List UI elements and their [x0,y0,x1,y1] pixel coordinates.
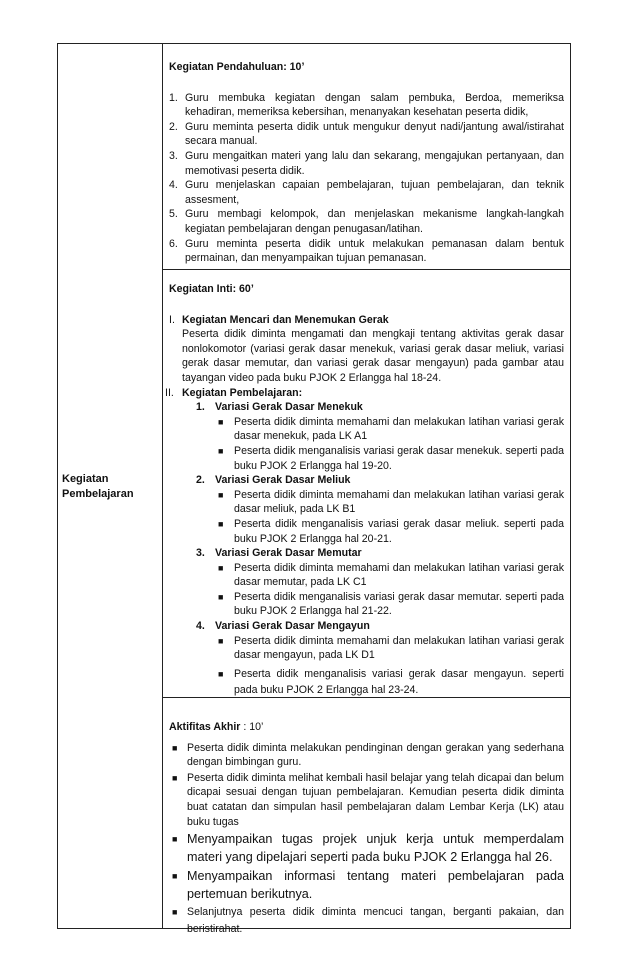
sub-activity [196,400,564,473]
list-item [215,590,564,619]
part-body: Peserta didik diminta mengamati dan mengkaji tentang aktivitas gerak dasar nonlokomotor (variasi gerak dasar menekuk, variasi gerak dasar meliuk, variasi gerak dasar memutar, dan variasi gerak dasar mengayun) pada gambar atau tayangan video pada buku PJOK 2 Erlangga hal 18-24. [182,328,564,384]
list-item [215,634,564,663]
bullet-text: Peserta didik diminta memahami dan melakukan latihan variasi gerak dasar meliuk, pada LK B1 [234,488,564,516]
bullet-text: Menyampaikan tugas projek unjuk kerja untuk memperdalam materi yang dipelajari seperti pada buku PJOK 2 Erlangga hal 26. [187,832,564,865]
sub-heading: Variasi Gerak Dasar Meliuk [215,474,351,487]
sub-bullets [215,634,564,698]
item-number: 3. [169,149,178,162]
bullet-icon: ■ [218,591,224,602]
bullet-icon: ■ [218,416,224,427]
pendahuluan-list [169,91,564,266]
section-akhir [163,698,570,936]
bullet-icon: ■ [218,445,224,456]
list-item [169,149,564,178]
row-label [62,472,134,502]
lesson-table [57,43,571,936]
bullet-icon: ■ [172,772,178,783]
section-inti [163,270,570,698]
inti-part-2 [165,386,564,698]
bullet-text: Peserta didik menganalisis variasi gerak dasar menekuk. seperti pada buku PJOK 2 Erlangga hal 19-20. [234,444,564,472]
sub-bullets [215,488,564,546]
bullet-icon: ■ [218,668,224,679]
sub-heading: Variasi Gerak Dasar Mengayun [215,620,370,633]
bullet-icon: ■ [218,518,224,529]
item-number: 4. [169,179,178,192]
bullet-text: Peserta didik diminta memahami dan melakukan latihan variasi gerak dasar memutar, pada LK C1 [234,561,564,589]
bullet-icon: ■ [218,562,224,573]
list-item [169,237,564,266]
bullet-icon: ■ [172,871,178,882]
list-item [169,741,564,770]
sub-heading: Variasi Gerak Dasar Menekuk [215,401,363,414]
list-item [215,561,564,590]
list-item [169,771,564,829]
part-heading: Kegiatan Mencari dan Menemukan Gerak [182,313,389,326]
sub-activity [196,619,564,698]
bullet-text: Peserta didik menganalisis variasi gerak dasar mengayun. seperti pada buku PJOK 2 Erlangga hal 23-24. [234,667,564,696]
list-item [215,444,564,473]
list-item [169,91,564,120]
item-number: 2. [169,120,178,133]
bullet-text: Menyampaikan informasi tentang materi pembelajaran pada pertemuan berikutnya. [187,869,564,902]
sub-number: 1. [196,401,205,414]
list-item [169,867,564,903]
bullet-text: Selanjutnya peserta didik diminta mencuci tangan, berganti pakaian, dan beristirahat. [187,906,564,936]
list-item [215,517,564,546]
left-column [58,44,163,928]
sub-heading: Variasi Gerak Dasar Memutar [215,547,362,560]
right-column [163,44,570,936]
akhir-title [169,720,564,735]
bullet-text: Peserta didik menganalisis variasi gerak dasar meliuk. seperti pada buku PJOK 2 Erlangga hal 20-21. [234,517,564,545]
bullet-text: Peserta didik diminta memahami dan melakukan latihan variasi gerak dasar menekuk, pada LK A1 [234,415,564,443]
bullet-text: Peserta didik diminta melihat kembali hasil belajar yang telah dicapai dan belum dicapai sesuai dengan tujuan pembelajaran. Kemudian peserta didik diminta buat catatan dan simpulan hasil pembelajaran dalam Lembar Kerja (LK) atau buku tugas [187,771,564,828]
bullet-icon: ■ [172,742,178,753]
item-text: Guru meminta peserta didik untuk melakukan pemanasan dalam bentuk permainan, dan menyampaikan tujuan pemanasan. [185,237,564,265]
item-text: Guru mengaitkan materi yang lalu dan sekarang, mengajukan pertanyaan, dan memotivasi peserta didik. [185,149,564,177]
row-label-line-1: Kegiatan [62,473,109,485]
item-text: Guru membuka kegiatan dengan salam pembuka, Berdoa, memeriksa kehadiran, memeriksa kebersihan, menanyakan kesehatan peserta didik, [185,91,564,119]
sub-activity [196,546,564,619]
akhir-title-duration: : 10’ [240,721,264,733]
bullet-text: Peserta didik menganalisis variasi gerak dasar memutar. seperti pada buku PJOK 2 Erlangga hal 21-22. [234,590,564,618]
bullet-icon: ■ [218,489,224,500]
item-text: Guru menjelaskan capaian pembelajaran, tujuan pembelajaran, dan teknik assesment, [185,179,564,206]
list-item [169,120,564,149]
sub-number: 3. [196,547,205,560]
list-item [169,830,564,866]
bullet-icon: ■ [172,907,178,918]
sub-bullets [215,415,564,473]
part-number: I. [169,313,175,326]
list-item [215,415,564,444]
list-item [215,488,564,517]
list-item [169,904,564,938]
akhir-bullets [169,741,564,939]
item-number: 6. [169,237,178,250]
section-pendahuluan [163,44,570,270]
list-item [169,178,564,207]
bullet-text: Peserta didik diminta melakukan pendinginan dengan gerakan yang sederhana dengan bimbingan guru. [187,741,564,769]
sub-number: 2. [196,474,205,487]
bullet-icon: ■ [218,635,224,646]
pendahuluan-title: Kegiatan Pendahuluan: 10’ [169,61,305,73]
item-text: Guru meminta peserta didik untuk mengukur denyut nadi/jantung awal/istirahat secara manual. [185,120,564,148]
item-number: 5. [169,208,178,221]
sub-bullets [215,561,564,619]
row-label-line-2: Pembelajaran [62,488,134,500]
list-item [169,207,564,236]
inti-part-1 [169,313,564,386]
bullet-text: Peserta didik diminta memahami dan melakukan latihan variasi gerak dasar mengayun, pada LK D1 [234,634,564,662]
part-heading: Kegiatan Pembelajaran: [182,386,303,399]
akhir-title-bold: Aktifitas Akhir [169,721,241,733]
part-number: II. [165,386,174,399]
sub-activity [196,473,564,546]
item-text: Guru membagi kelompok, dan menjelaskan mekanisme langkah-langkah kegiatan pembelajaran dengan penugasan/latihan. [185,208,564,235]
item-number: 1. [169,91,178,104]
list-item [215,666,564,698]
sub-number: 4. [196,620,205,633]
inti-title: Kegiatan Inti: 60’ [169,283,254,295]
bullet-icon: ■ [172,834,178,845]
